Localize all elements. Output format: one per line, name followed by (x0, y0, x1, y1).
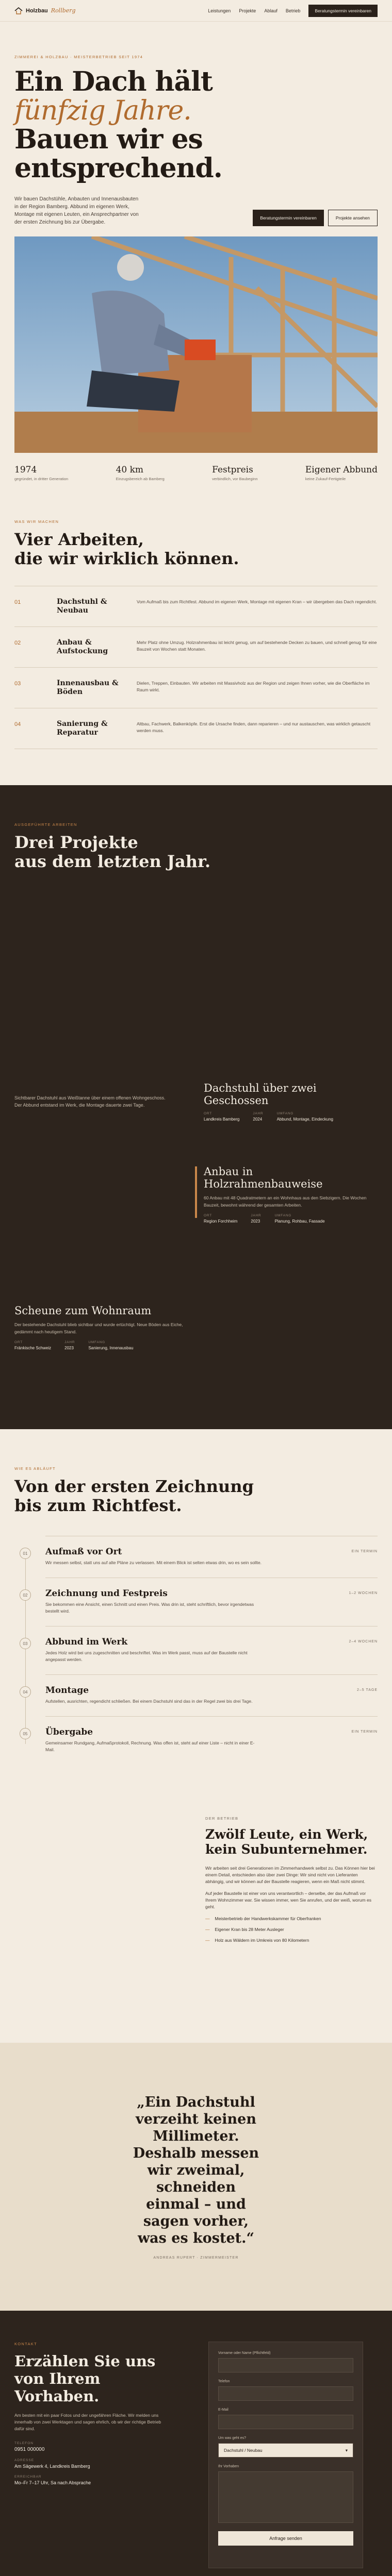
service-item[interactable]: 02 Anbau & Aufstockung Mehr Platz ohne Umzug. Holzrahmenbau ist leicht genug, um auf bestehende Decken zu bauen, und schnell genug für eine Bauzeit von Wochen statt Monaten. (14, 626, 378, 667)
project-type-select[interactable]: Dachstuhl / Neubau ▾ (218, 2443, 353, 2458)
hero-eyebrow: ZIMMEREI & HOLZBAU · MEISTERBETRIEB SEIT 1974 (14, 55, 143, 59)
chevron-down-icon: ▾ (345, 2447, 348, 2453)
projects-eyebrow: AUSGEFÜHRTE ARBEITEN (14, 822, 77, 827)
contact-address: Am Sägewerk 4, Landkreis Bamberg (14, 2464, 90, 2469)
process-step: 02 Zeichnung und Festpreis Sie bekommen eine Ansicht, einen Schnitt und einen Preis. Was drin ist, steht schriftlich, bevor irgendetwas bestellt wird. 1–2 WOCHEN (45, 1578, 378, 1626)
team-eyebrow: DER BETRIEB (205, 1816, 239, 1821)
contact-description: Am besten mit ein paar Fotos und der ungefähren Fläche. Wir melden uns innerhalb von zwei Werktagen und sagen ehrlich, ob wir der richtige Betrieb dafür sind. (14, 2413, 161, 2431)
workshop-photo (14, 1816, 185, 2002)
team-section (0, 1795, 392, 2043)
project-2-card[interactable]: Anbau in Holzrahmenbauweise 60 Anbau mit 48 Quadratmetern an ein Wohnhaus aus den Siebzigern. Die Wochen Bauzeit, bewohnt während der gesamten Arbeiten. ORT Region Forchheim JAHR 2023 UMFANG Planung, Rohbau, Fassade (204, 1165, 374, 1224)
nav-betrieb[interactable]: Betrieb (285, 8, 301, 13)
process-step: 03 Abbund im Werk Jedes Holz wird bei uns zugeschnitten und beschriftet. Was im Werk passt, muss auf der Baustelle nicht angepasst werden. 2–4 WOCHEN (45, 1626, 378, 1674)
team-paragraph-2: Auf jeder Baustelle ist einer von uns verantwortlich – derselbe, der das Aufmaß vor Ihrem Wohnzimmer war. Sie wissen immer, wen Sie anrufen, und der weiß, worum es geht. (205, 1891, 372, 1909)
service-item[interactable]: 01 Dachstuhl & Neubau Vom Aufmaß bis zum Richtfest. Abbund im eigenen Werk, Montage mit eigenen Kran – wir übergeben das Dach regendicht. (14, 586, 378, 626)
project-1-title: Dachstuhl über zwei Geschossen (204, 1082, 317, 1107)
checklist-item: — Eigener Kran bis 28 Meter Ausleger (205, 1927, 284, 1932)
hero-headline (14, 67, 378, 183)
service-item[interactable]: 04 Sanierung & Reparatur Altbau, Fachwerk, Balkenköpfe. Erst die Ursache finden, dann reparieren – und nur austauschen, was wirklich getauscht werden muss. (14, 708, 378, 749)
dash-icon: — (205, 1927, 210, 1932)
team-paragraph-1: Wir arbeiten seit drei Generationen im Zimmerhandwerk selbst zu. Das Können hier bei einem Detail, entschieden also über zwei Dinge: Wir sind nicht von Lieferanten abhängig, und wir können auf der Baustelle reagieren, wenn ein Maß nicht stimmt. (205, 1866, 375, 1884)
stat-own-joinery: Eigener Abbund keine Zukauf-Fertigteile (305, 465, 378, 481)
phone-input[interactable] (218, 2386, 353, 2401)
hero-line-3: Bauen wir es (14, 124, 203, 155)
nav-projekte[interactable]: Projekte (239, 8, 256, 13)
services-title: Vier Arbeiten, die wir wirklich können. (14, 530, 239, 568)
house-logo-icon (14, 7, 23, 14)
name-input[interactable] (218, 2358, 353, 2372)
process-step: 04 Montage Aufstellen, ausrichten, regendicht schließen. Bei einem Dachstuhl sind das in der Regel zwei bis drei Tage. 2–5 TAGE (45, 1674, 378, 1716)
message-textarea[interactable] (218, 2471, 353, 2523)
team-checklist (205, 1916, 378, 1943)
stats-row (0, 455, 392, 481)
hero-primary-button[interactable]: Beratungstermin vereinbaren (253, 210, 324, 226)
quote-author: ANDREAS RUPERT · ZIMMERMEISTER (153, 2256, 239, 2260)
contact-title: Erzählen Sie uns von Ihrem Vorhaben. (14, 2352, 156, 2405)
dash-icon: — (205, 1938, 210, 1943)
process-section (0, 1429, 392, 1795)
contact-phone-link[interactable]: 0951 000000 (14, 2447, 45, 2452)
process-title: Von der ersten Zeichnung bis zum Richtfest. (14, 1477, 254, 1515)
project-3-title: Scheune zum Wohnraum (14, 1304, 152, 1317)
process-eyebrow: WIE ES ABLÄUFT (14, 1466, 56, 1471)
contact-hours: Mo–Fr 7–17 Uhr, Sa nach Absprache (14, 2480, 91, 2485)
hero-line-2: fünfzig Jahre. (14, 95, 191, 126)
main-nav (208, 5, 378, 17)
project-3-card[interactable]: Scheune zum Wohnraum Der bestehende Dachstuhl blieb sichtbar und wurde ertüchtigt. Neue Böden aus Eiche, gedämmt nach heutigem Stand. ORT Fränkische Schweiz JAHR 2023 UMFANG Sanierung, Innenausbau (14, 1304, 185, 1350)
project-3-description: Der bestehende Dachstuhl blieb sichtbar und wurde ertüchtigt. Neue Böden aus Eiche, gedämmt nach heutigem Stand. (14, 1322, 183, 1334)
checklist-item: — Meisterbetrieb der Handwerkskammer für Oberfranken (205, 1916, 321, 1921)
projects-section (0, 785, 392, 1429)
hero-section (0, 22, 392, 226)
team-title: Zwölf Leute, ein Werk, kein Subunternehmer. (205, 1827, 368, 1857)
submit-button[interactable]: Anfrage senden (218, 2531, 353, 2546)
services-section (0, 481, 392, 785)
stat-founded: 1974 gegründet, in dritter Generation (14, 465, 69, 481)
projects-title: Drei Projekte aus dem letzten Jahr. (14, 833, 211, 871)
hero-line-1: Ein Dach hält (14, 66, 213, 97)
stat-fixed-price: Festpreis verbindlich, vor Baubeginn (212, 465, 258, 481)
brand-name: Holzbau (26, 7, 48, 14)
process-step: 01 Aufmaß vor Ort Wir messen selbst, statt uns auf alte Pläne zu verlassen. Mit einem Blick ist selten etwas drin, wo es sein sollte. EIN TERMIN (45, 1536, 378, 1578)
brand-logo[interactable] (14, 7, 76, 14)
hero-lead: Wir bauen Dachstühle, Anbauten und Innenausbauten in der Region Bamberg. Abbund im eigenen Werk, Montage mit eigenen Leuten, ein Ansprechpartner von der ersten Zeichnung bis zur Übergabe. (14, 196, 139, 225)
dash-icon: — (205, 1916, 210, 1921)
service-item[interactable]: 03 Innenausbau & Böden Dielen, Treppen, Einbauten. Wir arbeiten mit Massivholz aus der Region und zeigen Ihnen vorher, wie die Oberfläche im Raum wirkt. (14, 667, 378, 708)
process-timeline (14, 1536, 378, 1765)
hero-line-4: entsprechend. (14, 152, 222, 184)
contact-form: Vorname oder Name (Pflichtfeld) Telefon E-Mail Um was geht es? Dachstuhl / Neubau ▾ Ihr Vorhaben Anfrage senden (208, 2342, 363, 2568)
contact-section: KONTAKT Erzählen Sie uns von Ihrem Vorhaben. Am besten mit ein paar Fotos und der ungefähren Fläche. Wir melden uns innerhalb von zwei Werktagen und sagen ehrlich, ob wir der richtige Betrieb dafür sind. TELEFON 0951 000000 ADRESSE Am Sägewerk 4, Landkreis Bamberg ERREICHBAR Mo–Fr 7–17 Uhr, Sa nach Absprache Vorname oder Name (Pflichtfeld) Telefon E-Mail Um was geht es? Dachstuhl / Neubau ▾ Ihr Vorhaben Anfrage senden (0, 2311, 392, 2576)
process-step: 05 Übergabe Gemeinsamer Rundgang, Aufmaßprotokoll, Rechnung. Was offen ist, steht auf einer Liste – nicht in einer E-Mail. EIN TERMIN (45, 1716, 378, 1765)
hero-photo-carpenter (14, 236, 378, 453)
email-input[interactable] (218, 2415, 353, 2429)
quote-section (0, 2043, 392, 2311)
header-cta-button[interactable]: Beratungstermin vereinbaren (308, 5, 378, 17)
nav-leistungen[interactable]: Leistungen (208, 8, 231, 13)
project-2-title: Anbau in Holzrahmenbauweise (204, 1165, 323, 1190)
site-header (0, 0, 392, 22)
project-2-description: 60 Anbau mit 48 Quadratmetern an ein Wohnhaus aus den Siebzigern. Die Wochen Bauzeit, bewohnt während der gesamten Arbeiten. (204, 1195, 367, 1208)
brand-accent: Rollberg (51, 7, 76, 14)
project-1-card[interactable]: Dachstuhl über zwei Geschossen ORT Landkreis Bamberg JAHR 2024 UMFANG Abbund, Montage, Eindeckung (204, 1082, 379, 1122)
services-eyebrow: WAS WIR MACHEN (14, 519, 59, 524)
hero-secondary-button[interactable]: Projekte ansehen (328, 210, 378, 226)
project-1-description: Sichtbarer Dachstuhl aus Weißtanne über einem offenen Wohngeschoss. Der Abbund entstand im Werk, die Montage dauerte zwei Tage. (14, 1095, 166, 1108)
project-2-accent-bar (195, 1166, 197, 1218)
quote-text: „Ein Dachstuhl verzeiht keinen Millimeter. Deshalb messen wir zweimal, schneiden einmal – und sagen vorher, was es kostet.“ (133, 2094, 259, 2246)
nav-ablauf[interactable]: Ablauf (264, 8, 277, 13)
contact-eyebrow: KONTAKT (14, 2342, 37, 2346)
checklist-item: — Holz aus Wäldern im Umkreis von 80 Kilometern (205, 1938, 309, 1943)
stat-radius: 40 km Einzugsbereich ab Bamberg (116, 465, 165, 481)
